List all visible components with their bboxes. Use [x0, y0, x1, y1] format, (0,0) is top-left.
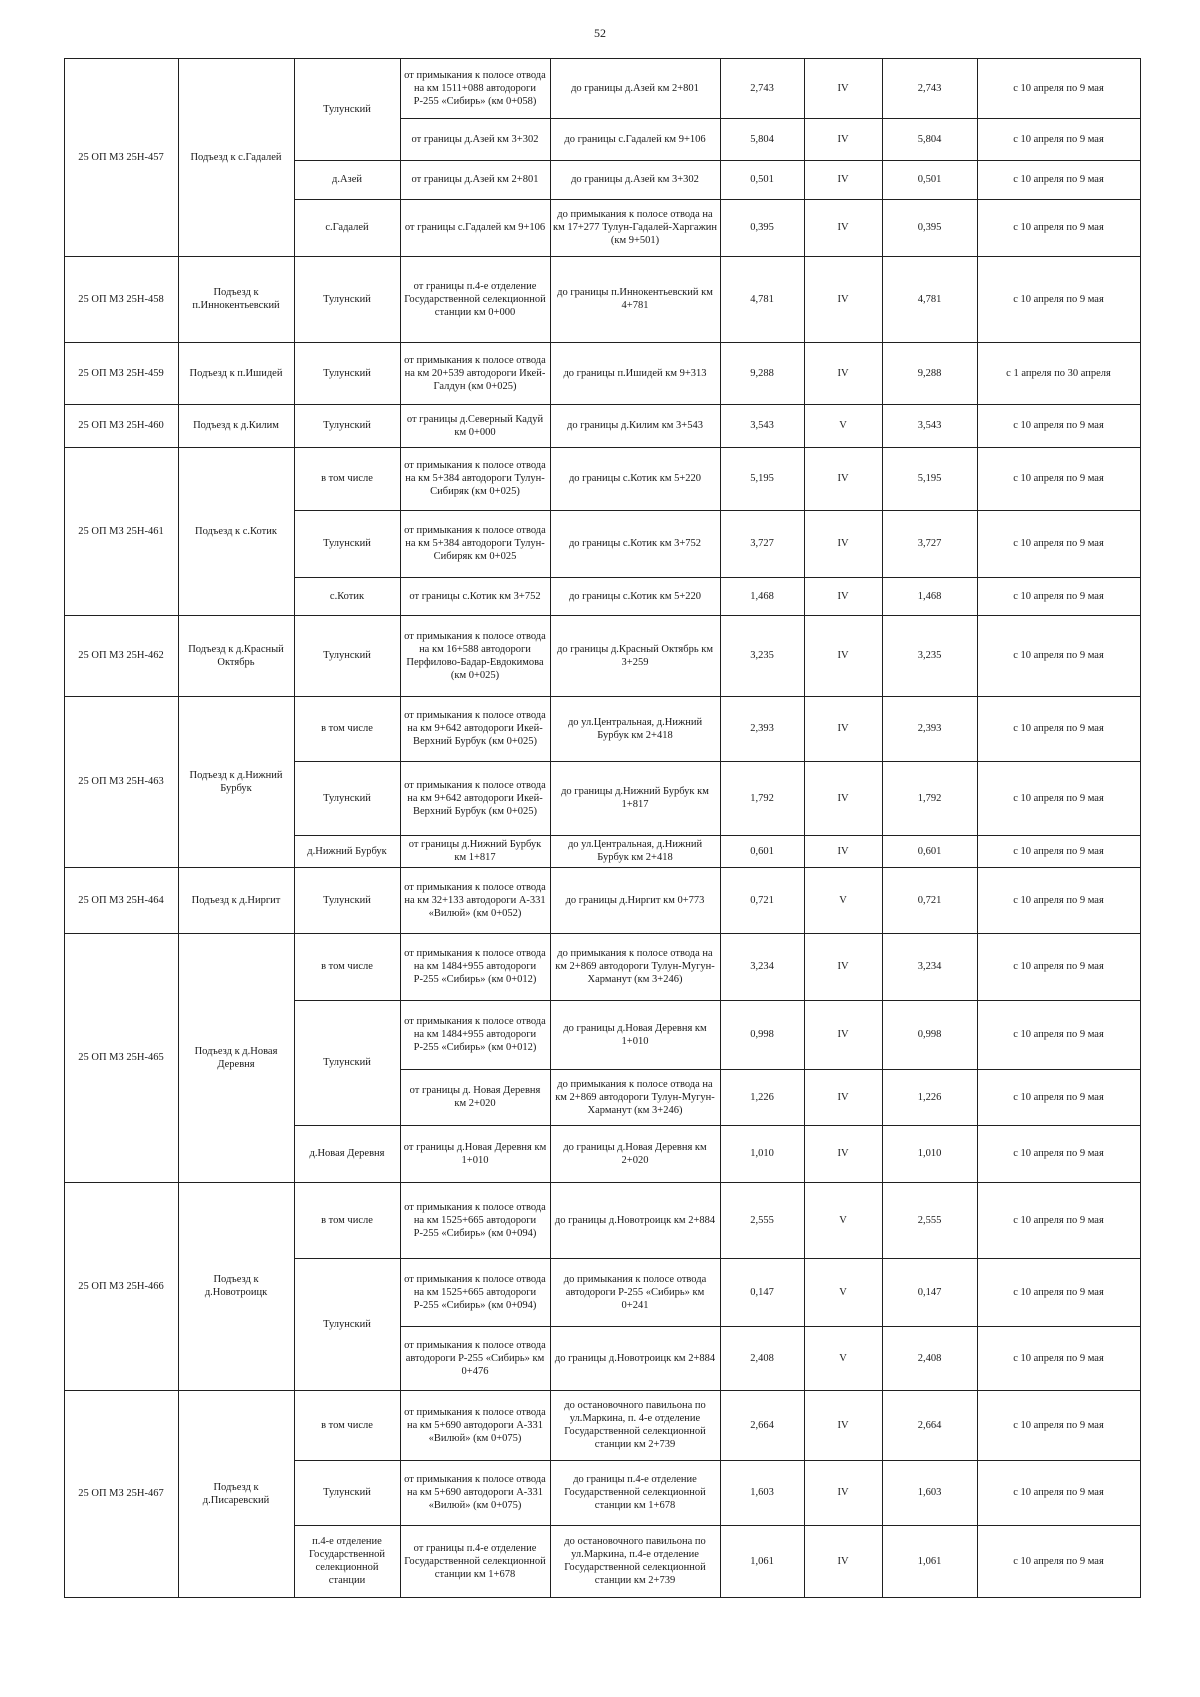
cell-to: до границы д.Азей км 2+801 [571, 82, 699, 94]
cell-length: 1,226 [750, 1091, 774, 1103]
cell-period: с 10 апреля по 9 мая [1013, 961, 1104, 972]
cell-length-2: 1,468 [917, 590, 942, 602]
cell-length-2: 4,781 [917, 293, 942, 305]
cell-category: IV [837, 1487, 849, 1498]
table-rule [64, 1597, 1141, 1598]
cell-area: Тулунский [323, 894, 371, 906]
cell-from: от границы д.Новая Деревня км 1+010 [403, 1141, 547, 1166]
cell-length: 0,501 [750, 174, 774, 185]
cell-area: Тулунский [323, 367, 371, 379]
cell-length: 3,727 [750, 538, 774, 549]
cell-period: с 10 апреля по 9 мая [1013, 1419, 1104, 1431]
cell-road-code: 25 ОП МЗ 25Н-463 [78, 776, 164, 787]
cell-length-2: 0,501 [917, 174, 942, 185]
cell-area: Тулунский [323, 1318, 371, 1330]
cell-length: 2,664 [750, 1419, 774, 1431]
cell-to: до примыкания к полосе отвода на км 2+869 автодороги Тулун-Мугун-Харманут (км 3+246) [555, 948, 715, 985]
cell-length-2: 1,010 [917, 1148, 942, 1159]
cell-area: в том числе [321, 723, 373, 734]
cell-from: от примыкания к полосе отвода на км 1525+665 автодороги Р-255 «Сибирь» (км 0+094) [404, 1273, 546, 1311]
cell-to: до границы д.Красный Октябрь км 3+259 [556, 643, 713, 668]
cell-length: 2,408 [750, 1352, 774, 1364]
cell-period: с 10 апреля по 9 мая [1013, 473, 1104, 484]
cell-from: от границы п.4-е отделение Государственной селекционной станции км 1+678 [404, 1542, 546, 1580]
cell-road-name: Подъезд к д.Ниргит [191, 894, 281, 906]
cell-to: до границы с.Котик км 5+220 [568, 590, 702, 602]
cell-road-code: 25 ОП МЗ 25Н-467 [78, 1488, 164, 1499]
cell-to: до примыкания к полосе отвода автодороги Р-255 «Сибирь» км 0+241 [563, 1273, 707, 1311]
cell-to: до границы д.Ниргит км 0+773 [565, 894, 705, 906]
cell-period: с 10 апреля по 9 мая [1013, 293, 1104, 305]
cell-from: от границы д. Новая Деревня км 2+020 [409, 1085, 541, 1109]
cell-length: 1,468 [750, 590, 774, 602]
cell-length-2: 1,603 [917, 1487, 942, 1498]
cell-category: IV [837, 723, 849, 734]
cell-area: в том числе [321, 473, 373, 484]
cell-period: с 10 апреля по 9 мая [1013, 1148, 1104, 1159]
cell-category: V [839, 420, 847, 431]
cell-length-2: 3,727 [917, 538, 942, 549]
cell-category: IV [837, 1029, 849, 1040]
cell-length-2: 0,721 [917, 894, 942, 906]
cell-from: от примыкания к полосе отвода на км 5+690 автодороги А-331 «Вилюй» (км 0+075) [404, 1406, 546, 1444]
cell-period: с 10 апреля по 9 мая [1013, 1029, 1104, 1040]
cell-from: от границы д.Азей км 2+801 [411, 174, 539, 185]
cell-from: от примыкания к полосе отвода на км 1525+665 автодороги Р-255 «Сибирь» (км 0+094) [404, 1201, 546, 1239]
cell-length-2: 3,543 [917, 420, 942, 431]
cell-period: с 10 апреля по 9 мая [1013, 1487, 1104, 1498]
cell-length: 3,235 [750, 650, 774, 661]
cell-length-2: 2,743 [917, 82, 942, 94]
cell-to: до примыкания к полосе отвода на км 2+869 автодороги Тулун-Мугун-Харманут (км 3+246) [555, 1078, 715, 1116]
cell-road-code: 25 ОП МЗ 25Н-461 [78, 525, 164, 537]
cell-category: V [839, 1214, 847, 1226]
cell-category: IV [837, 293, 849, 305]
cell-length: 2,743 [750, 82, 774, 94]
cell-from: от границы д.Азей км 3+302 [411, 133, 539, 145]
table-rule [1140, 58, 1141, 1598]
cell-from: от границы д.Северный Кадуй км 0+000 [406, 413, 544, 438]
cell-category: IV [837, 473, 849, 484]
cell-length-2: 2,408 [917, 1352, 942, 1364]
cell-length-2: 2,664 [917, 1419, 942, 1431]
cell-from: от примыкания к полосе отвода на км 1484+955 автодороги Р-255 «Сибирь» (км 0+012) [404, 948, 546, 985]
cell-to: до ул.Центральная, д.Нижний Бурбук км 2+418 [567, 839, 703, 863]
cell-from: от примыкания к полосе отвода на км 16+588 автодороги Перфилово-Бадар-Евдокимова (км 0+025) [404, 630, 546, 681]
cell-length: 0,601 [750, 845, 774, 857]
cell-area: Тулунский [323, 792, 371, 804]
cell-length: 2,393 [750, 723, 774, 734]
cell-length-2: 3,235 [917, 650, 942, 661]
cell-period: с 10 апреля по 9 мая [1013, 82, 1104, 94]
cell-period: с 10 апреля по 9 мая [1013, 723, 1104, 734]
cell-period: с 10 апреля по 9 мая [1013, 1555, 1104, 1567]
cell-area: в том числе [321, 1214, 373, 1226]
cell-from: от примыкания к полосе отвода на км 5+690 автодороги А-331 «Вилюй» (км 0+075) [404, 1474, 546, 1511]
cell-area: с.Котик [329, 590, 365, 602]
cell-length-2: 3,234 [917, 961, 942, 972]
cell-to: до границы п.Иннокентьевский км 4+781 [557, 287, 713, 311]
cell-to: до границы д.Азей км 3+302 [571, 174, 699, 185]
cell-from: от примыкания к полосе отвода на км 9+642 автодороги Икей-Верхний Бурбук (км 0+025) [404, 710, 546, 747]
cell-to: до границы д.Новотроицк км 2+884 [554, 1352, 716, 1364]
cell-category: IV [837, 961, 849, 972]
cell-area: д.Азей [332, 174, 362, 185]
cell-road-code: 25 ОП МЗ 25Н-466 [78, 1280, 164, 1292]
cell-to: до границы д.Новотроицк км 2+884 [554, 1214, 716, 1226]
cell-road-name: Подъезд к д.Килим [193, 420, 279, 431]
cell-category: IV [837, 133, 849, 145]
cell-road-code: 25 ОП МЗ 25Н-464 [78, 894, 164, 906]
cell-area: Тулунский [323, 1057, 371, 1068]
cell-to: до границы с.Котик км 3+752 [568, 538, 702, 549]
cell-road-name: Подъезд к п.Иннокентьевский [192, 287, 280, 311]
cell-period: с 10 апреля по 9 мая [1013, 222, 1104, 233]
cell-category: IV [837, 174, 849, 185]
cell-length: 9,288 [750, 367, 774, 379]
cell-length: 1,792 [750, 792, 774, 804]
cell-length-2: 1,061 [917, 1555, 942, 1567]
cell-from: от примыкания к полосе отвода на км 5+384 автодороги Тулун-Сибиряк км 0+025 [404, 525, 546, 562]
cell-area: в том числе [321, 961, 373, 972]
cell-to: до ул.Центральная, д.Нижний Бурбук км 2+418 [567, 716, 703, 741]
cell-period: с 10 апреля по 9 мая [1013, 590, 1104, 602]
cell-category: IV [837, 792, 849, 804]
cell-road-name: Подъезд к с.Гадалей [190, 151, 282, 163]
cell-road-name: Подъезд к д.Новотроицк [204, 1274, 268, 1298]
cell-period: с 10 апреля по 9 мая [1013, 1091, 1104, 1103]
cell-category: IV [837, 845, 849, 857]
cell-category: IV [837, 82, 849, 94]
cell-to: до примыкания к полосе отвода на км 17+277 Тулун-Гадалей-Харгажин (км 9+501) [553, 209, 717, 246]
cell-length: 0,721 [750, 894, 774, 906]
cell-period: с 10 апреля по 9 мая [1013, 894, 1104, 906]
cell-from: от границы д.Нижний Бурбук км 1+817 [408, 839, 542, 863]
cell-period: с 10 апреля по 9 мая [1013, 420, 1104, 431]
cell-area: Тулунский [323, 293, 371, 305]
cell-category: IV [837, 590, 849, 602]
cell-road-code: 25 ОП МЗ 25Н-457 [78, 151, 164, 163]
cell-to: до границы с.Гадалей км 9+106 [564, 133, 706, 145]
cell-category: IV [837, 1419, 849, 1431]
cell-road-name: Подъезд к п.Ишидей [189, 367, 283, 379]
cell-length: 3,234 [750, 961, 774, 972]
cell-period: с 10 апреля по 9 мая [1013, 174, 1104, 185]
cell-to: до границы с.Котик км 5+220 [568, 473, 702, 484]
cell-period: с 10 апреля по 9 мая [1013, 650, 1104, 661]
cell-length-2: 0,395 [917, 222, 942, 233]
cell-from: от границы с.Гадалей км 9+106 [404, 222, 546, 233]
cell-to: до границы д.Нижний Бурбук км 1+817 [561, 786, 709, 810]
cell-road-code: 25 ОП МЗ 25Н-459 [78, 367, 164, 379]
cell-from: от примыкания к полосе отвода на км 9+642 автодороги Икей-Верхний Бурбук (км 0+025) [404, 779, 546, 817]
cell-area: Тулунский [323, 420, 371, 431]
cell-road-code: 25 ОП МЗ 25Н-460 [78, 420, 164, 431]
cell-period: с 1 апреля по 30 апреля [1006, 367, 1111, 379]
cell-from: от границы п.4-е отделение Государственной селекционной станции км 0+000 [404, 280, 546, 318]
page-number: 52 [594, 26, 606, 40]
cell-road-name: Подъезд к д.Нижний Бурбук [189, 769, 283, 794]
cell-length: 1,061 [750, 1555, 774, 1567]
cell-road-code: 25 ОП МЗ 25Н-462 [78, 650, 164, 661]
cell-from: от примыкания к полосе отвода на км 5+384 автодороги Тулун-Сибиряк (км 0+025) [404, 460, 546, 497]
cell-length-2: 0,147 [917, 1286, 942, 1298]
cell-to: до границы д.Новая Деревня км 2+020 [563, 1141, 707, 1166]
cell-length-2: 2,555 [917, 1214, 942, 1226]
cell-to: до остановочного павильона по ул.Маркина, п.4-е отделение Государственной селекционной станции км 2+739 [564, 1536, 706, 1586]
cell-length-2: 1,792 [917, 792, 942, 804]
cell-category: IV [837, 222, 849, 233]
cell-length-2: 2,393 [917, 723, 942, 734]
cell-length: 5,195 [750, 473, 774, 484]
cell-length-2: 0,601 [917, 845, 942, 857]
cell-road-code: 25 ОП МЗ 25Н-458 [78, 293, 164, 305]
cell-length-2: 9,288 [917, 367, 942, 379]
cell-period: с 10 апреля по 9 мая [1013, 133, 1104, 145]
cell-area: Тулунский [323, 650, 371, 661]
cell-from: от примыкания к полосе отвода на км 32+133 автодороги А-331 «Вилюй» (км 0+052) [404, 881, 546, 919]
cell-period: с 10 апреля по 9 мая [1013, 845, 1104, 857]
cell-length: 1,010 [750, 1148, 774, 1159]
cell-area: в том числе [321, 1419, 373, 1431]
cell-area: д.Новая Деревня [309, 1148, 385, 1159]
cell-length: 0,998 [750, 1029, 774, 1040]
cell-length-2: 0,998 [917, 1029, 942, 1040]
cell-length-2: 5,804 [917, 133, 942, 145]
cell-road-name: Подъезд к д.Новая Деревня [194, 1045, 278, 1070]
cell-length: 2,555 [750, 1214, 774, 1226]
cell-category: IV [837, 1091, 849, 1103]
cell-area: Тулунский [323, 1487, 371, 1498]
cell-length-2: 1,226 [917, 1091, 942, 1103]
cell-from: от примыкания к полосе отвода автодороги Р-255 «Сибирь» км 0+476 [404, 1339, 546, 1377]
cell-length: 3,543 [750, 420, 774, 431]
cell-length: 0,147 [750, 1286, 774, 1298]
cell-road-name: Подъезд к д.Писаревский [202, 1481, 270, 1506]
cell-road-name: Подъезд к д.Красный Октябрь [188, 643, 284, 668]
cell-category: V [839, 1286, 847, 1298]
cell-length: 0,395 [750, 222, 774, 233]
cell-length: 5,804 [750, 133, 774, 145]
cell-to: до границы д.Новая Деревня км 1+010 [563, 1022, 707, 1047]
cell-area: Тулунский [323, 103, 371, 115]
cell-period: с 10 апреля по 9 мая [1013, 1352, 1104, 1364]
cell-length-2: 5,195 [917, 473, 942, 484]
cell-road-name: Подъезд к с.Котик [195, 525, 277, 537]
cell-to: до остановочного павильона по ул.Маркина, п. 4-е отделение Государственной селекционной станции км 2+739 [564, 1400, 706, 1450]
cell-to: до границы п.Ишидей км 9+313 [563, 367, 707, 379]
cell-area: с.Гадалей [325, 222, 369, 233]
cell-to: до границы п.4-е отделение Государственной селекционной станции км 1+678 [564, 1474, 706, 1511]
cell-period: с 10 апреля по 9 мая [1013, 1214, 1104, 1226]
cell-from: от границы с.Котик км 3+752 [409, 590, 541, 602]
cell-category: IV [837, 538, 849, 549]
cell-category: V [839, 1352, 847, 1364]
cell-period: с 10 апреля по 9 мая [1013, 1286, 1104, 1298]
cell-category: V [839, 894, 847, 906]
cell-from: от примыкания к полосе отвода на км 1511+088 автодороги Р-255 «Сибирь» (км 0+058) [404, 69, 546, 107]
cell-category: IV [837, 650, 849, 661]
cell-category: IV [837, 1148, 849, 1159]
cell-category: IV [837, 1555, 849, 1567]
cell-area: п.4-е отделение Государственной селекционной станции [309, 1536, 385, 1586]
cell-category: IV [837, 367, 849, 379]
cell-area: д.Нижний Бурбук [307, 845, 387, 857]
cell-length: 4,781 [750, 293, 774, 305]
cell-road-code: 25 ОП МЗ 25Н-465 [78, 1052, 164, 1063]
cell-area: Тулунский [323, 538, 371, 549]
cell-period: с 10 апреля по 9 мая [1013, 792, 1104, 804]
cell-from: от примыкания к полосе отвода на км 20+539 автодороги Икей-Галдун (км 0+025) [404, 354, 546, 392]
cell-from: от примыкания к полосе отвода на км 1484+955 автодороги Р-255 «Сибирь» (км 0+012) [404, 1016, 546, 1053]
cell-to: до границы д.Килим км 3+543 [567, 420, 703, 431]
cell-period: с 10 апреля по 9 мая [1013, 538, 1104, 549]
cell-length: 1,603 [750, 1487, 774, 1498]
